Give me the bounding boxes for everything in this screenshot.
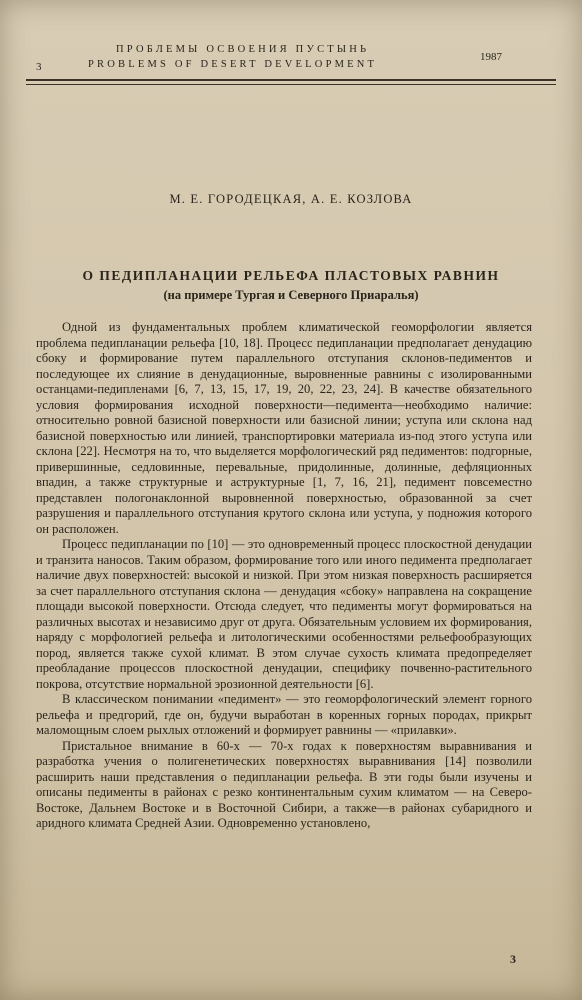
body-paragraph: Одной из фундаментальных проблем климатической геоморфологии является проблема педипланации рельефа [10, 18]. Процесс педипланации предполагает денудацию сбоку и формирование путем параллельного отступания склонов-педиментов и последующее их слияние в денудационные, выровненные равнины с изолированными останцами-педипленами [6, 7, 13, 15, 17, 19, 20, 22, 23, 24]. В качестве обязательного условия формирования исходной поверхности—педимента—необходимо наличие: относительно ровной базисной поверхности или базисной линии; уступа или склона над базисной поверхностью или линией, транспортировки материала из-под этого уступа или склона [22]. Несмотря на то, что выделяется морфологический ряд педиментов: подгорные, привершинные, седловинные, перевальные, придолинные, долинные, дефляционных впадин, а также структурные и аструктурные [1, 7, 16, 21], педимент повсеместно представлен пологонаклонной выровненной поверхностью, образованной за счет разрушения и параллельного отступания крутого склона или уступа, у подножия которого он расположен. (36, 320, 532, 536)
article-title: О ПЕДИПЛАНАЦИИ РЕЛЬЕФА ПЛАСТОВЫХ РАВНИН (82, 268, 500, 283)
journal-title-russian: ПРОБЛЕМЫ ОСВОЕНИЯ ПУСТЫНЬ (116, 44, 370, 55)
journal-year: 1987 (480, 51, 502, 63)
header-rule-thin (26, 84, 556, 85)
article-subtitle: (на примере Тургая и Северного Приаралья) (163, 288, 419, 302)
issue-number: 3 (36, 61, 43, 73)
article-authors: М. Е. ГОРОДЕЦКАЯ, А. Е. КОЗЛОВА (169, 192, 413, 206)
journal-title-english: PROBLEMS OF DESERT DEVELOPMENT (88, 59, 378, 70)
page-number: 3 (510, 952, 516, 966)
body-paragraph: Пристальное внимание в 60-х — 70-х годах к поверхностям выравнивания и разработка учения о полигенетических поверхностях выравнивания [14] позволили расширить наши представления о педипланации рельефа. В эти годы были изучены и описаны педименты в районах с резко континентальным сухим климатом — на Северо-Востоке, Дальнем Востоке и в Восточной Сибири, а также—в районах субаридного и аридного климата Средней Азии. Одновременно установлено, (36, 738, 532, 830)
body-paragraph: Процесс педипланации по [10] — это одновременный процесс плоскостной денудации и транзита наносов. Таким образом, формирование того или иного педимента предполагает наличие двух поверхностей: высокой и низкой. При этом низкая поверхность расширяется за счет параллельного отступания склона — денудация «сбоку» направлена на сокращение площади высокой поверхности. Отсюда следует, что педименты могут формироваться на различных высотах и независимо друг от друга. Обязательным условием их формирования, наряду с морфологией рельефа и литологическими особенностями рельефообразующих пород, является также сухой климат. В этом случае сухость климата предопределяет преобладание процессов плоскостной денудации, специфику почвенно-растительного покрова, отсутствие нормальной эрозионной деятельности [6]. (36, 537, 532, 691)
article-body (36, 320, 532, 832)
header-rule-thick (26, 79, 556, 81)
body-paragraph: В классическом понимании «педимент» — это геоморфологический элемент горного рельефа и предгорий, где он, будучи выработан в коренных горных породах, прикрыт маломощным слоем рыхлых отложений и формирует равнины — «прилавки». (36, 692, 532, 737)
